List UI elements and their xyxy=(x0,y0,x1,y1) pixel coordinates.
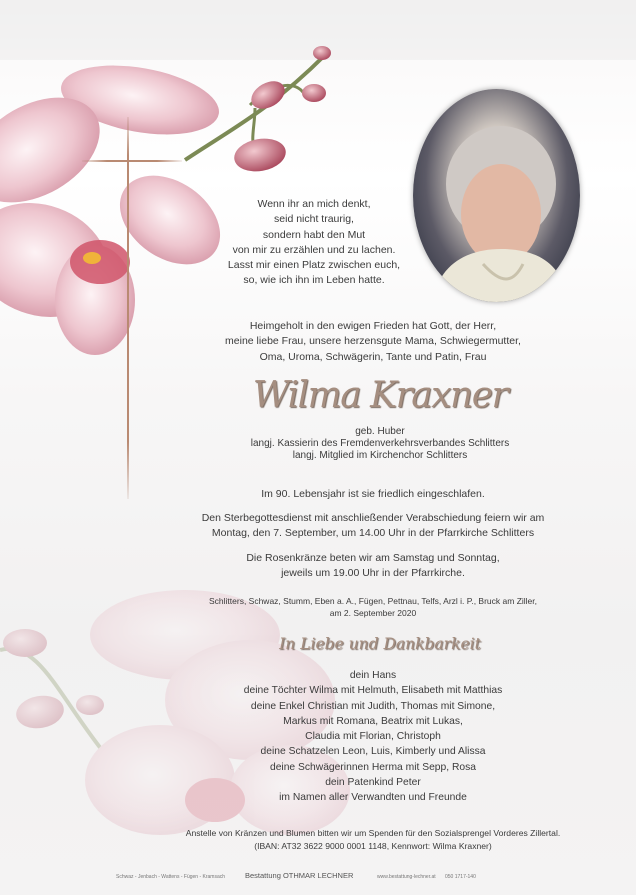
family-line: deine Schatzelen Leon, Luis, Kimberly und Alissa xyxy=(260,746,486,758)
iban-line: (IBAN: AT32 3622 9000 0001 1148, Kennwort: Wilma Kraxner) xyxy=(254,840,492,851)
family-list xyxy=(200,668,546,806)
intro-line: Heimgeholt in den ewigen Frieden hat Gott, der Herr, xyxy=(249,320,497,332)
service-line: Den Sterbegottesdienst mit anschließender Verabschiedung feiern wir am xyxy=(201,512,545,524)
cross-horizontal xyxy=(82,160,182,162)
family-line: deine Enkel Christian mit Judith, Thomas mit Simone, xyxy=(250,700,496,712)
deceased-details xyxy=(220,426,540,463)
intro-line: Oma, Uroma, Schwägerin, Tante und Patin, Frau xyxy=(259,350,487,363)
funeral-service xyxy=(200,511,546,542)
intro-text xyxy=(200,319,546,365)
family-line: deine Töchter Wilma mit Helmuth, Elisabeth mit Matthias xyxy=(243,685,503,697)
places-line: Schlitters, Schwaz, Stumm, Eben a. A., Fügen, Pettnau, Telfs, Arzl i. P., Bruck am Ziller, xyxy=(208,596,538,606)
poem-line: sondern habt den Mut xyxy=(262,228,366,241)
footer-towns: Schwaz - Jenbach - Wattens - Fügen - Kramsach xyxy=(116,874,226,880)
deceased-name: Wilma Kraxner xyxy=(252,375,508,416)
portrait-figure xyxy=(413,89,580,302)
footer-website: www.bestattung-lechner.at xyxy=(377,874,436,880)
family-line: deine Schwägerinnen Herma mit Sepp, Rosa xyxy=(269,761,477,773)
donation-note xyxy=(150,827,596,852)
poem-line: seid nicht traurig, xyxy=(274,213,354,226)
family-line: dein Hans xyxy=(349,670,397,681)
poem-line: von mir zu erzählen und zu lachen. xyxy=(232,243,396,256)
places-date xyxy=(180,595,566,619)
portrait-photo xyxy=(413,89,580,302)
footer-brand: Bestattung OTHMAR LECHNER xyxy=(245,871,354,880)
poem xyxy=(224,197,404,289)
family-line: dein Patenkind Peter xyxy=(325,777,421,789)
donation-line: Anstelle von Kränzen und Blumen bitten wir um Spenden für den Sozialsprengel Vorderes Zillertal. xyxy=(185,828,561,838)
footer xyxy=(100,871,570,883)
detail-line: langj. Mitglied im Kirchenchor Schlitters xyxy=(292,450,468,462)
rosary-line: jeweils um 19.00 Uhr in der Pfarrkirche. xyxy=(281,567,465,580)
poem-line: so, wie ich ihn im Leben hatte. xyxy=(243,274,385,287)
family-line: Markus mit Romana, Beatrix mit Lukas, xyxy=(283,715,463,727)
detail-line: langj. Kassierin des Fremdenverkehrsverbandes Schlitters xyxy=(250,438,510,450)
poem-line: Lasst mir einen Platz zwischen euch, xyxy=(227,259,401,272)
service-line: Montag, den 7. September, um 14.00 Uhr in der Pfarrkirche Schlitters xyxy=(211,527,535,540)
poem-line: Wenn ihr an mich denkt, xyxy=(257,198,371,210)
detail-line: geb. Huber xyxy=(355,426,405,437)
rosary-line: Die Rosenkränze beten wir am Samstag und Sonntag, xyxy=(246,552,500,564)
rosary-info xyxy=(200,551,546,582)
intro-line: meine liebe Frau, unsere herzensgute Mama, Schwiegermutter, xyxy=(225,335,521,348)
footer-phone: 050 1717-140 xyxy=(445,874,476,880)
family-line: im Namen aller Verwandten und Freunde xyxy=(279,792,467,804)
family-line: Claudia mit Florian, Christoph xyxy=(305,731,441,743)
passing-statement: Im 90. Lebensjahr ist sie friedlich eingeschlafen. xyxy=(261,488,485,500)
date-line: am 2. September 2020 xyxy=(329,608,417,618)
love-heading: In Liebe und Dankbarkeit xyxy=(279,635,481,653)
cross-vertical xyxy=(127,117,129,499)
